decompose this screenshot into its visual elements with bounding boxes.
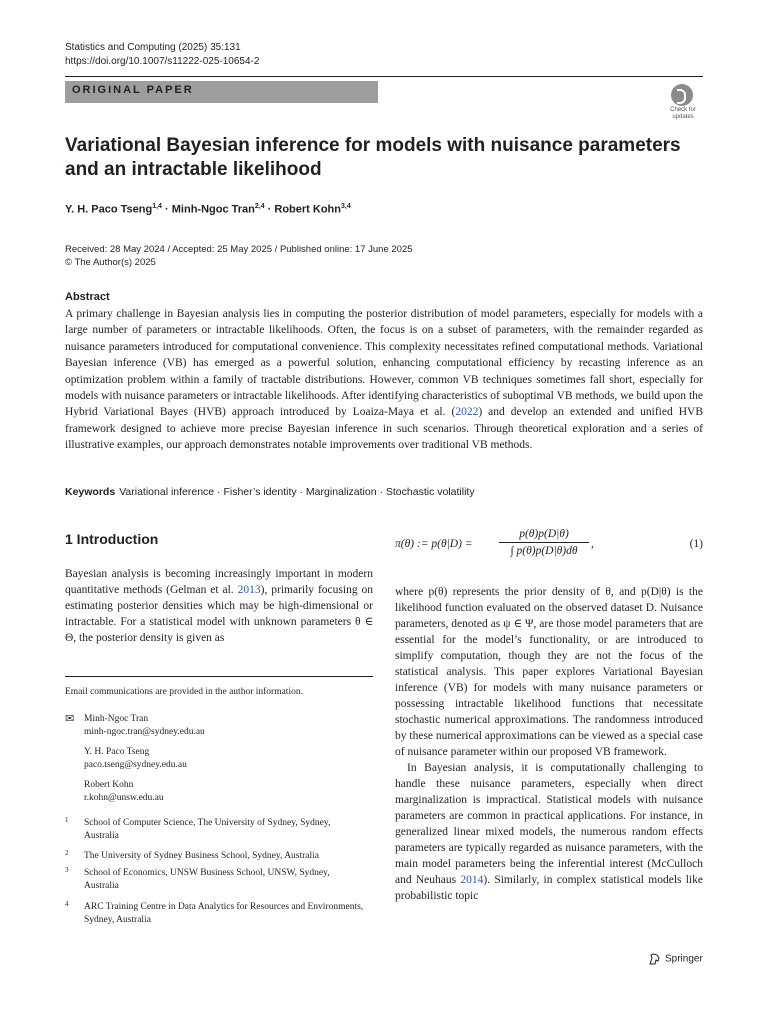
keywords-label: Keywords [65, 486, 116, 498]
author-separator: · [267, 203, 272, 216]
author-name[interactable]: Robert Kohn [274, 203, 341, 216]
section-heading: 1 Introduction [65, 531, 159, 547]
citation-link[interactable]: 2022 [455, 406, 479, 419]
contact-name: Minh-Ngoc Tran [84, 714, 149, 724]
article-type-banner [65, 81, 378, 103]
contact-name: Y. H. Paco Tseng [84, 747, 150, 757]
affiliation-number: 1 [65, 816, 69, 824]
history-dates: Received: 28 May 2024 / Accepted: 25 May 2025 / Published online: 17 June 2025 [65, 244, 413, 255]
springer-horse-icon [648, 952, 662, 966]
abstract-body [65, 306, 703, 454]
affiliation-text: School of Economics, UNSW Business School, UNSW, Sydney, Australia [84, 868, 330, 891]
equation-denominator: ∫ p(θ)p(D|θ)dθ [510, 545, 578, 557]
contact-email[interactable]: minh-ngoc.tran@sydney.edu.au [84, 726, 205, 737]
badge-text-line2: updates [672, 114, 694, 120]
publication-history [65, 243, 413, 269]
contact-email[interactable]: paco.tseng@sydney.edu.au [84, 759, 187, 770]
footnote-rule [65, 676, 373, 677]
author-separator: · [165, 203, 169, 216]
equation-1 [395, 528, 703, 564]
publisher-logo [648, 952, 703, 966]
author-affiliation-marker: 1,4 [152, 203, 162, 210]
affiliation-number: 3 [65, 866, 69, 874]
affiliation-number: 4 [65, 900, 69, 908]
header-rule [65, 76, 703, 77]
contact-entry [84, 713, 205, 738]
journal-citation: Statistics and Computing (2025) 35:131 [65, 42, 241, 53]
body-text: ). Similarly, in complex statistical models like probabilistic topic [395, 874, 703, 902]
equation-lhs: π(θ) := p(θ|D) = [395, 538, 473, 550]
abstract-text: ) and develop an extended and unified HVB framework designed to achieve more precise Bayesian inference in such scenarios. Through theoretical exploration and a series of illustrative examples, our approach demonstrates notable improvements over traditional VB methods. [65, 406, 703, 452]
affiliation-text: The University of Sydney Business School, Sydney, Australia [84, 851, 320, 861]
intro-paragraph [65, 566, 373, 646]
contact-entry [84, 746, 187, 771]
contact-entry [84, 779, 164, 804]
equation-number: (1) [689, 538, 703, 550]
body-paragraph: where p(θ) represents the prior density of θ, and p(D|θ) is the likelihood function evaluated on the observed dataset D. Nuisance parameters, denoted as ψ ∈ Ψ, are those model parameters that are essential for the model’s functionality, or are introduced to simplify computation, though they are not the focus of the statistical analysis. This paper explores Variational Bayesian inference (VB) for models with many nuisance parameters or possessing intractable likelihood functions that necessitate stochastic numerical approximations. The randomness introduced by these numerical approximations can be viewed as a special case of nuisance parameter within our proposed VB framework. [395, 586, 703, 758]
equation-fraction [499, 528, 589, 557]
keywords-line [65, 486, 475, 498]
doi-link[interactable]: https://doi.org/10.1007/s11222-025-10654-2 [65, 56, 260, 67]
contact-name: Robert Kohn [84, 780, 134, 790]
author-name[interactable]: Y. H. Paco Tseng [65, 203, 153, 216]
badge-text-line1: Check for [670, 107, 696, 113]
abstract-heading: Abstract [65, 291, 110, 303]
keywords-text: Variational inference · Fisher’s identity · Marginalization · Stochastic volatility [119, 486, 475, 498]
citation-link[interactable]: 2013 [237, 584, 261, 596]
body-paragraph [395, 760, 703, 904]
envelope-icon: ✉ [65, 713, 75, 725]
citation-link[interactable]: 2014 [460, 874, 484, 886]
affiliation-number: 2 [65, 849, 69, 857]
affiliation-text: School of Computer Science, The University of Sydney, Sydney, Australia [84, 818, 331, 841]
equation-numerator: p(θ)p(D|θ) [519, 528, 569, 540]
author-affiliation-marker: 2,4 [254, 203, 265, 210]
body-text: In Bayesian analysis, it is computationally challenging to handle these nuisance parameters, especially when direct marginalization is impractical. Statistical models with nuisance parameters are common in practical applications. For instance, in generalized linear mixed models, the numerous random effects parameters are typically regarded as nuisance parameters, with the main model parameters being the inferential interest (McCulloch and Neuhaus [395, 762, 703, 886]
email-note: Email communications are provided in the author information. [65, 687, 303, 697]
author-list [65, 203, 351, 216]
equation-comma: , [591, 538, 594, 550]
paper-title: Variational Bayesian inference for models with nuisance parameters and an intractable likelihood [65, 135, 681, 180]
author-name[interactable]: Minh-Ngoc Tran [171, 203, 255, 216]
check-updates-icon [671, 84, 693, 106]
author-affiliation-marker: 3,4 [341, 203, 351, 210]
publisher-name: Springer [665, 953, 703, 965]
body-text: Bayesian analysis is becoming increasingly important in modern quantitative methods (Gelman et al. [65, 568, 373, 596]
abstract-text: A primary challenge in Bayesian analysis lies in computing the posterior distribution of model parameters, especially for models with a large number of parameters or intractable likelihoods. Often, the focus is on a subset of parameters, with the remainder regarded as nuisance parameters introduced for computational convenience. This complexity necessitates refined computational methods. Variational Bayesian inference (VB) has emerged as a powerful solution, enhancing computational efficiency by recasting inference as an optimization problem within a family of tractable distributions. However, common VB techniques sometimes fall short, especially for models with nuisance parameters or intractable likelihoods. After identifying characteristics of suboptimal VB methods, we build upon the Hybrid Variational Bayes (HVB) approach introduced by Loaiza-Maya et al. ( [65, 308, 703, 419]
right-column-text [395, 584, 703, 904]
affiliation-text: ARC Training Centre in Data Analytics for Resources and Environments, Sydney, Australia [84, 902, 364, 925]
fraction-bar [499, 542, 589, 543]
copyright-line: © The Author(s) 2025 [65, 257, 156, 268]
body-text: ), primarily focusing on estimating posterior densities which may be high-dimensional or intractable. For a statistical model with unknown parameters θ ∈ Θ, the posterior density is given as [65, 584, 373, 644]
check-for-updates-badge[interactable] [663, 84, 703, 124]
contact-email[interactable]: r.kohn@unsw.edu.au [84, 792, 164, 803]
article-type-label: ORIGINAL PAPER [72, 84, 194, 96]
